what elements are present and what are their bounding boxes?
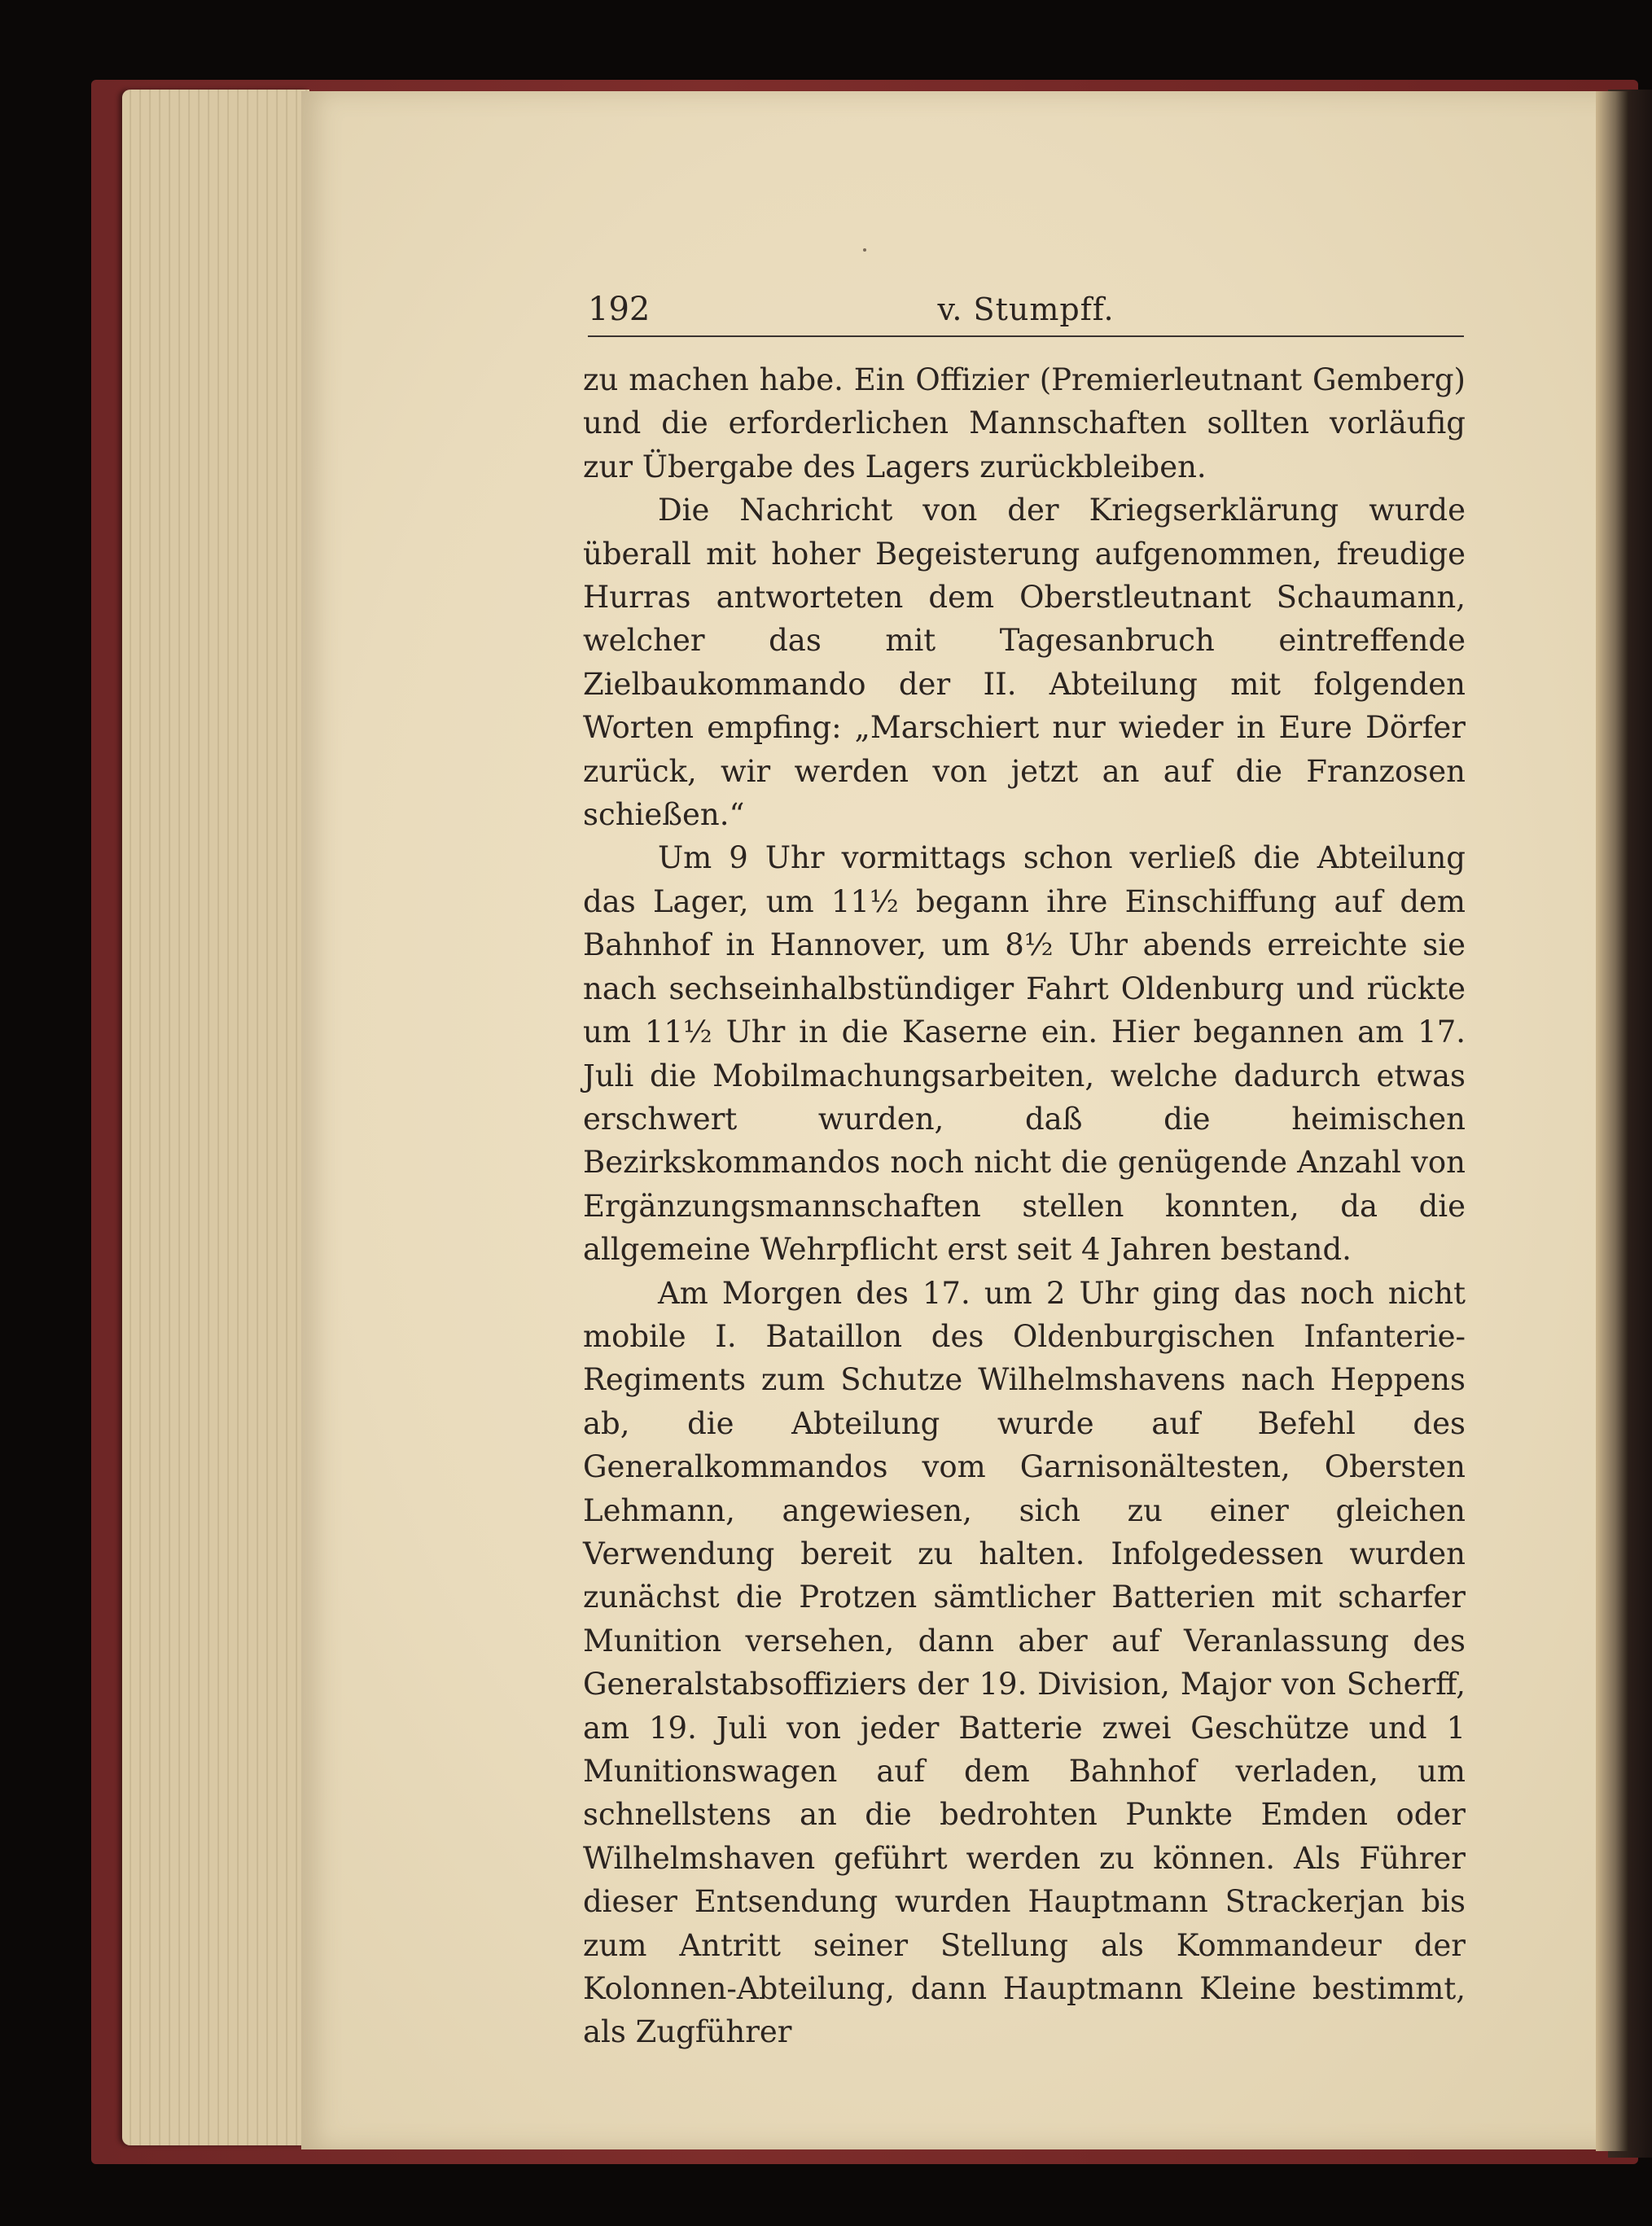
page-number: 192	[588, 291, 651, 328]
body-text	[583, 358, 1466, 2054]
running-head: v. Stumpff.	[937, 291, 1115, 327]
page-stack	[122, 90, 309, 2145]
page-gutter	[1596, 91, 1628, 2151]
paragraph: Die Nachricht von der Kriegserklärung wurde überall mit hoher Begeisterung aufgenommen, freudige Hurras antworteten dem Oberstleutnant Schaumann, welcher das mit Tagesanbruch eintreffende Zielbaukommando der II. Abteilung mit folgenden Worten empfing: „Marschiert nur wieder in Eure Dörfer zurück, wir werden von jetzt an auf die Franzosen schießen.“	[583, 493, 1466, 833]
paragraph: zu machen habe. Ein Offizier (Premierleutnant Gemberg) und die erforderlichen Mannschaften sollten vorläufig zur Übergabe des Lagers zurückbleiben.	[583, 362, 1466, 484]
paper-speck	[863, 248, 866, 252]
paragraph: Um 9 Uhr vormittags schon verließ die Abteilung das Lager, um 11½ begann ihre Einschiffung auf dem Bahnhof in Hannover, um 8½ Uhr abends erreichte sie nach sechseinhalbstündiger Fahrt Oldenburg und rückte um 11½ Uhr in die Kaserne ein. Hier begannen am 17. Juli die Mobilmachungsarbeiten, welche dadurch etwas erschwert wurden, daß die heimischen Bezirkskommandos noch nicht die genügende Anzahl von Ergänzungsmannschaften stellen konnten, da die allgemeine Wehrpflicht erst seit 4 Jahren bestand.	[583, 840, 1466, 1268]
paragraph: Am Morgen des 17. um 2 Uhr ging das noch nicht mobile I. Bataillon des Oldenburgischen Infanterie-Regiments zum Schutze Wilhelmshavens nach Heppens ab, die Abteilung wurde auf Befehl des Generalkommandos vom Garnisonältesten, Obersten Lehmann, angewiesen, sich zu einer gleichen Verwendung bereit zu halten. Infolgedessen wurden zunächst die Protzen sämtlicher Batterien mit scharfer Munition versehen, dann aber auf Veranlassung des Generalstabsoffiziers der 19. Division, Major von Scherff, am 19. Juli von jeder Batterie zwei Geschütze und 1 Munitionswagen auf dem Bahnhof verladen, um schnellstens an die bedrohten Punkte Emden oder Wilhelmshaven geführt werden zu können. Als Führer dieser Entsendung wurden Hauptmann Strackerjan bis zum Antritt seiner Stellung als Kommandeur der Kolonnen-Abteilung, dann Hauptmann Kleine bestimmt, als Zugführer	[583, 1275, 1466, 2050]
page-header	[588, 287, 1464, 337]
